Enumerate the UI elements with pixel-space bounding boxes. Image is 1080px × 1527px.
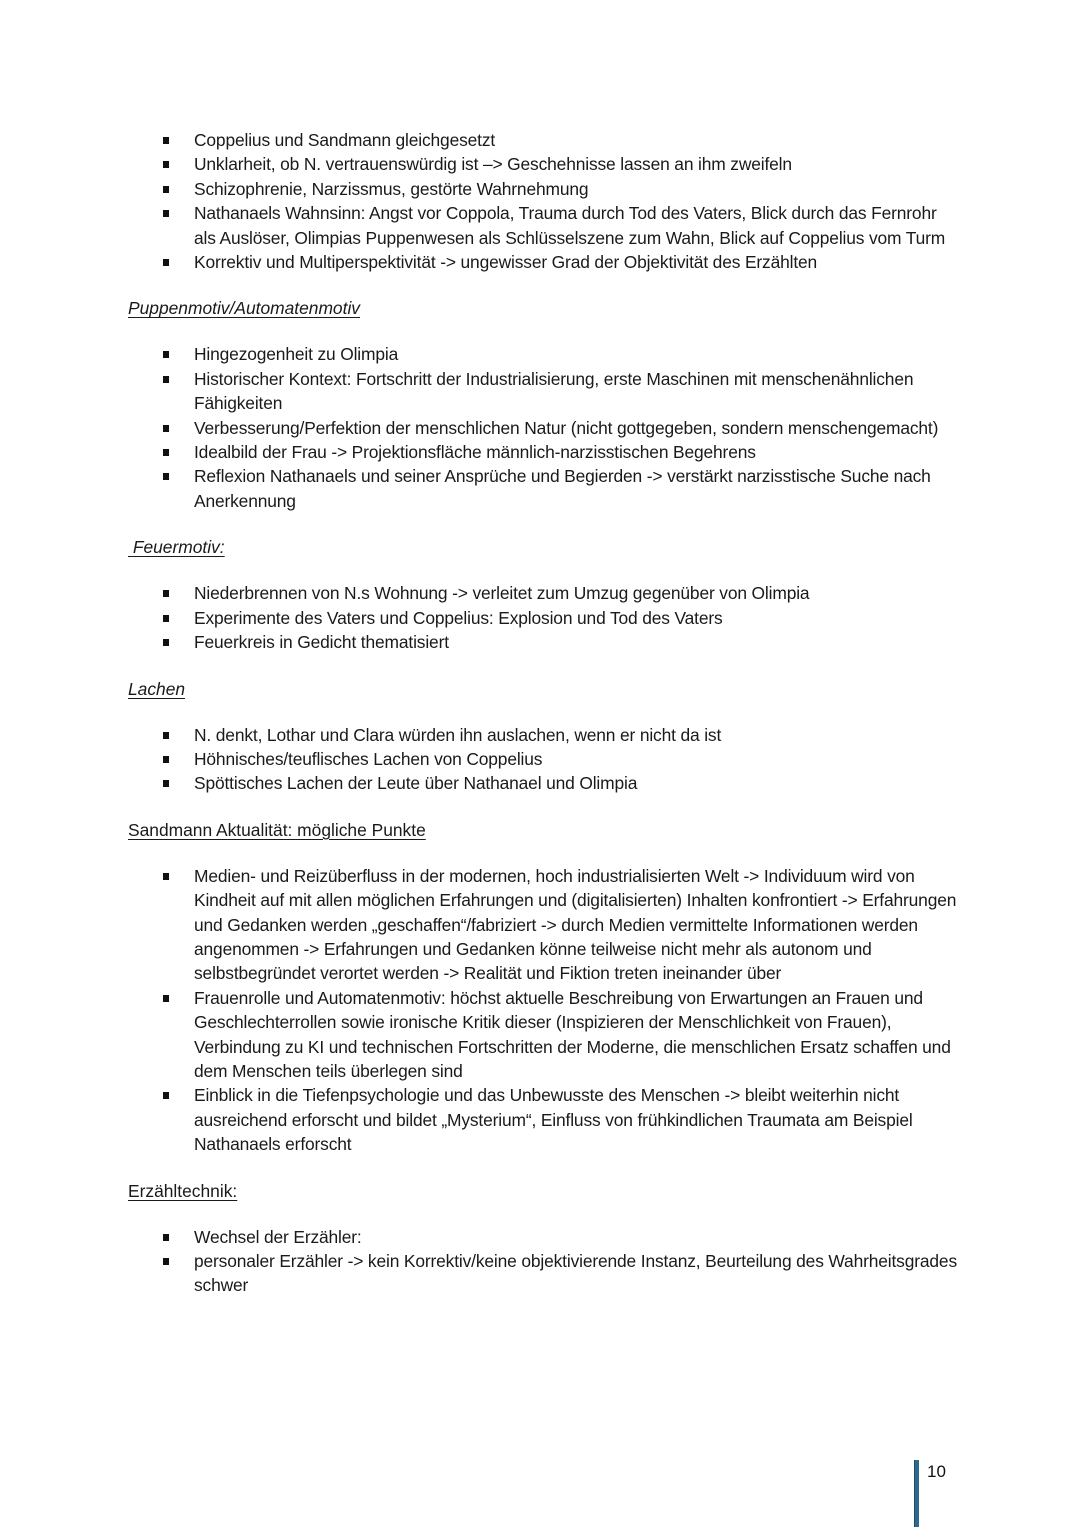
square-bullet-icon bbox=[163, 351, 169, 358]
list-item: N. denkt, Lothar und Clara würden ihn auslachen, wenn er nicht da ist bbox=[128, 723, 958, 747]
square-bullet-icon bbox=[163, 780, 169, 787]
square-bullet-icon bbox=[163, 376, 169, 383]
square-bullet-icon bbox=[163, 1258, 169, 1265]
list-item: Coppelius und Sandmann gleichgesetzt bbox=[128, 128, 958, 152]
list-item: Hingezogenheit zu Olimpia bbox=[128, 342, 958, 366]
list-item: Reflexion Nathanaels und seiner Ansprüche und Begierden -> verstärkt narzisstische Suche nach Anerkennung bbox=[128, 464, 958, 513]
list-item: Korrektiv und Multiperspektivität -> ungewisser Grad der Objektivität des Erzählten bbox=[128, 250, 958, 274]
section-aktualitaet bbox=[128, 818, 958, 1157]
list-item: Medien- und Reizüberfluss in der modernen, hoch industrialisierten Welt -> Individuum wird von Kindheit auf mit allen möglichen Erfahrungen und (digitalisierten) Inhalten konfrontiert -> Erfahrungen und Gedanken werden „geschaffen“/fabriziert -> durch Medien vermittelte Informationen werden angenommen -> Erfahrungen und Gedanken könne teilweise nicht mehr als autonom und selbstbegründet verortet werden -> Realität und Fiktion treten ineinander über bbox=[128, 864, 958, 986]
list-item: Niederbrennen von N.s Wohnung -> verleitet zum Umzug gegenüber von Olimpia bbox=[128, 581, 958, 605]
square-bullet-icon bbox=[163, 259, 169, 266]
square-bullet-icon bbox=[163, 186, 169, 193]
bullet-list bbox=[128, 723, 958, 796]
page-number: 10 bbox=[927, 1462, 946, 1481]
square-bullet-icon bbox=[163, 732, 169, 739]
square-bullet-icon bbox=[163, 873, 169, 880]
section-puppenmotiv bbox=[128, 296, 958, 513]
square-bullet-icon bbox=[163, 995, 169, 1002]
square-bullet-icon bbox=[163, 639, 169, 646]
list-item: Historischer Kontext: Fortschritt der Industrialisierung, erste Maschinen mit menschenähnlichen Fähigkeiten bbox=[128, 367, 958, 416]
intro-bullet-list bbox=[128, 128, 958, 274]
section-heading: Sandmann Aktualität: mögliche Punkte bbox=[128, 819, 426, 840]
square-bullet-icon bbox=[163, 137, 169, 144]
square-bullet-icon bbox=[163, 615, 169, 622]
list-item: Feuerkreis in Gedicht thematisiert bbox=[128, 630, 958, 654]
square-bullet-icon bbox=[163, 1092, 169, 1099]
list-item: Idealbild der Frau -> Projektionsfläche männlich-narzisstischen Begehrens bbox=[128, 440, 958, 464]
page-content bbox=[128, 128, 958, 1298]
section-erzaehltechnik bbox=[128, 1179, 958, 1298]
bullet-list bbox=[128, 342, 958, 513]
list-item: Unklarheit, ob N. vertrauenswürdig ist –> Geschehnisse lassen an ihm zweifeln bbox=[128, 152, 958, 176]
list-item: Schizophrenie, Narzissmus, gestörte Wahrnehmung bbox=[128, 177, 958, 201]
bullet-list bbox=[128, 864, 958, 1157]
section-feuermotiv bbox=[128, 535, 958, 654]
section-heading: Puppenmotiv/Automatenmotiv bbox=[128, 298, 360, 319]
section-heading: Feuermotiv: bbox=[128, 537, 225, 558]
square-bullet-icon bbox=[163, 210, 169, 217]
section-heading: Erzähltechnik: bbox=[128, 1180, 238, 1201]
list-item: Nathanaels Wahnsinn: Angst vor Coppola, Trauma durch Tod des Vaters, Blick durch das Fernrohr als Auslöser, Olimpias Puppenwesen als Schlüsselszene zum Wahn, Blick auf Coppelius vom Turm bbox=[128, 201, 958, 250]
list-item: personaler Erzähler -> kein Korrektiv/keine objektivierende Instanz, Beurteilung des Wahrheitsgrades schwer bbox=[128, 1249, 958, 1298]
bullet-list bbox=[128, 581, 958, 654]
list-item: Höhnisches/teuflisches Lachen von Coppelius bbox=[128, 747, 958, 771]
square-bullet-icon bbox=[163, 449, 169, 456]
section-heading: Lachen bbox=[128, 678, 186, 699]
bullet-list bbox=[128, 1225, 958, 1298]
square-bullet-icon bbox=[163, 425, 169, 432]
list-item: Frauenrolle und Automatenmotiv: höchst aktuelle Beschreibung von Erwartungen an Frauen und Geschlechterrollen sowie ironische Kritik dieser (Inspizieren der Menschlichkeit von Frauen), Verbindung zu KI und technischen Fortschritten der Moderne, die menschlichen Ersatz schaffen und dem Menschen teils überlegen sind bbox=[128, 986, 958, 1084]
square-bullet-icon bbox=[163, 756, 169, 763]
list-item: Verbesserung/Perfektion der menschlichen Natur (nicht gottgegeben, sondern menschengemacht) bbox=[128, 416, 958, 440]
square-bullet-icon bbox=[163, 161, 169, 168]
square-bullet-icon bbox=[163, 473, 169, 480]
list-item: Einblick in die Tiefenpsychologie und das Unbewusste des Menschen -> bleibt weiterhin nicht ausreichend erforscht und bildet „Mysterium“, Einfluss von frühkindlichen Traumata am Beispiel Nathanaels erforscht bbox=[128, 1083, 958, 1156]
square-bullet-icon bbox=[163, 1234, 169, 1241]
list-item: Wechsel der Erzähler: bbox=[128, 1225, 958, 1249]
list-item: Spöttisches Lachen der Leute über Nathanael und Olimpia bbox=[128, 771, 958, 795]
section-lachen bbox=[128, 677, 958, 796]
square-bullet-icon bbox=[163, 590, 169, 597]
list-item: Experimente des Vaters und Coppelius: Explosion und Tod des Vaters bbox=[128, 606, 958, 630]
page-number-accent-bar bbox=[914, 1460, 919, 1527]
